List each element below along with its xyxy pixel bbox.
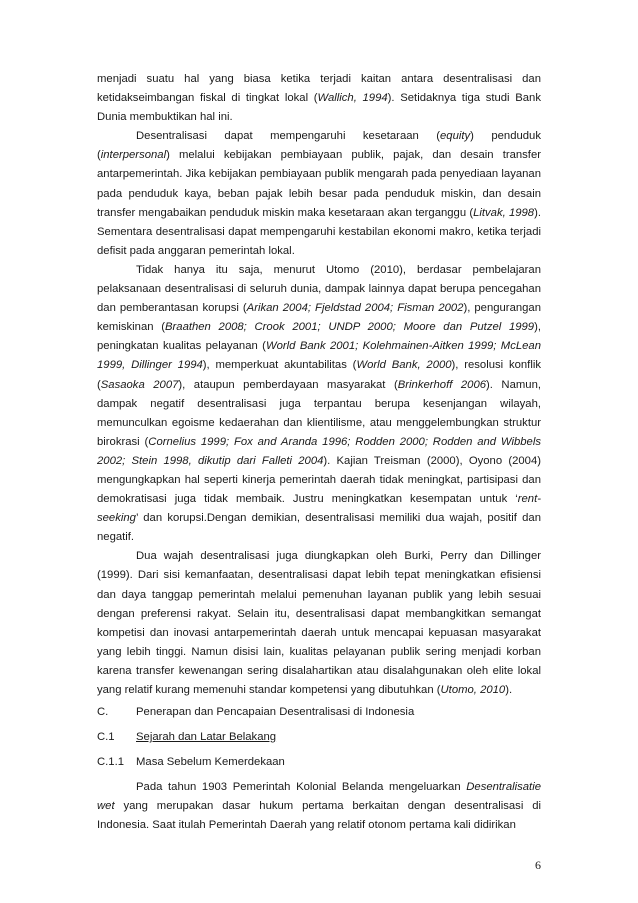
paragraph-4: Dua wajah desentralisasi juga diungkapkan oleh Burki, Perry dan Dillinger (1999). Dari sisi kemanfaatan, desentralisasi dapat lebih tepat meningkatkan efisiensi dan daya tanggap pemerintah melalui pemenuhan layanan publik yang lebih sesuai dengan preferensi rakyat. Selain itu, desentralisasi dapat membangkitkan semangat kompetisi dan inovasi antarpemerintah daerah untuk mencapai kepuasan masyarakat yang lebih tinggi. Namun disisi lain, kualitas pelayanan publik sering menjadi korban karena transfer kewenangan sering disalahartikan atau disalahgunakan oleh elite lokal yang relatif kurang memenuhi standar kompetensi yang dibutuhkan (Utomo, 2010). (97, 550, 541, 696)
section-heading-c11 (97, 753, 541, 775)
section-heading-c (97, 703, 541, 725)
section-title: Penerapan dan Pencapaian Desentralisasi di Indonesia (136, 706, 415, 719)
section-title: Sejarah dan Latar Belakang (136, 731, 277, 744)
paragraph-3: Tidak hanya itu saja, menurut Utomo (2010), berdasar pembelajaran pelaksanaan desentralisasi di seluruh dunia, dampak lainnya dapat berupa pencegahan dan pemberantasan korupsi (Arikan 2004; Fjeldstad 2004; Fisman 2002), pengurangan kemiskinan (Braathen 2008; Crook 2001; UNDP 2000; Moore dan Putzel 1999), peningkatan kualitas pelayanan (World Bank 2001; Kolehmainen-Aitken 1999; McLean 1999, Dillinger 1994), memperkuat akuntabilitas (World Bank, 2000), resolusi konflik (Sasaoka 2007), ataupun pemberdayaan masyarakat (Brinkerhoff 2006). Namun, dampak negatif desentralisasi juga terpantau berupa kesenjangan wilayah, memunculkan egoisme kedaerahan dan klientilisme, atau menggelembungkan struktur birokrasi (Cornelius 1999; Fox and Aranda 1996; Rodden 2000; Rodden and Wibbels 2002; Stein 1998, dikutip dari Falleti 2004). Kajian Treisman (2000), Oyono (2004) mengungkapkan hal seperti kinerja pemerintah daerah tidak meningkat, partisipasi dan demokratisasi juga tidak membaik. Justru meningkatkan kesempatan untuk ‘rent-seeking’ dan korupsi.Dengan demikian, desentralisasi memiliki dua wajah, positif dan negatif. (97, 263, 541, 544)
section-number: C.1 (97, 731, 115, 744)
section-title: Masa Sebelum Kemerdekaan (136, 756, 285, 769)
paragraph-5: Pada tahun 1903 Pemerintah Kolonial Belanda mengeluarkan Desentralisatie wet yang merupakan dasar hukum pertama berkaitan dengan desentralisasi di Indonesia. Saat itulah Pemerintah Daerah yang relatif otonom pertama kali didirikan (97, 781, 541, 832)
paragraph-2: Desentralisasi dapat mempengaruhi kesetaraan (equity) penduduk (interpersonal) melalui kebijakan pembiayaan publik, pajak, dan desain transfer antarpemerintah. Jika kebijakan pembiayaan publik mengarah pada penyediaan layanan pada penduduk kaya, beban pajak lebih besar pada penduduk miskin, dan desain transfer mengabaikan penduduk miskin maka kesetaraan akan terganggu (Litvak, 1998). Sementara desentralisasi dapat mempengaruhi kestabilan ekonomi makro, ketika terjadi defisit pada anggaran pemerintah lokal. (97, 130, 541, 257)
body-text (97, 70, 541, 835)
section-number: C. (97, 706, 109, 719)
page-number: 6 (535, 858, 541, 872)
paragraph-1: menjadi suatu hal yang biasa ketika terjadi kaitan antara desentralisasi dan ketidakseimbangan fiskal di tingkat lokal (Wallich, 1994). Setidaknya tiga studi Bank Dunia membuktikan hal ini. (97, 73, 541, 124)
section-heading-c1 (97, 728, 541, 750)
section-number: C.1.1 (97, 756, 125, 769)
